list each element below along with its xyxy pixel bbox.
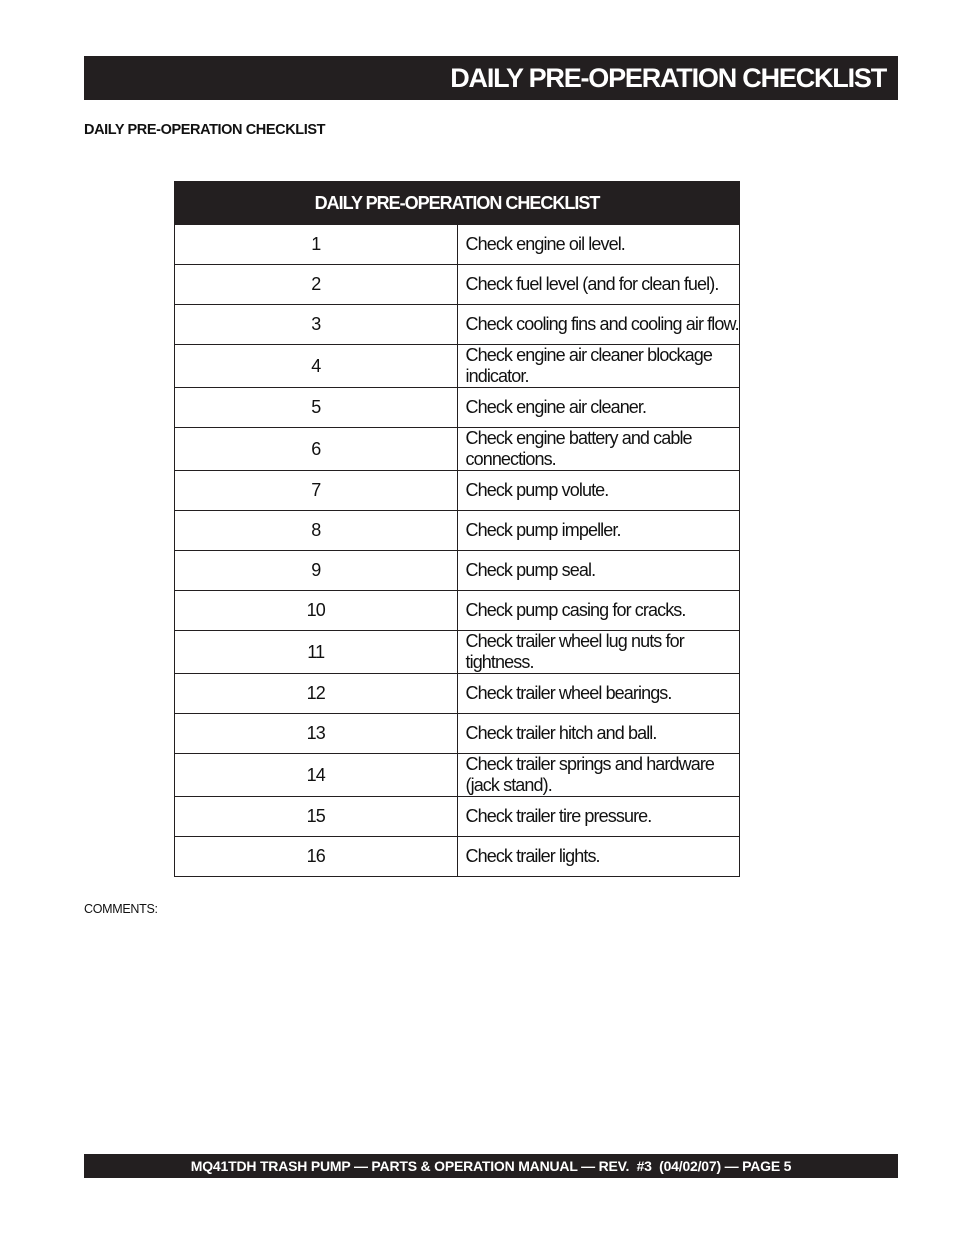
row-item: Check trailer wheel lug nuts for tightness. bbox=[457, 631, 740, 674]
row-item: Check engine air cleaner blockage indicator. bbox=[457, 345, 740, 388]
row-item: Check trailer lights. bbox=[457, 837, 740, 877]
row-number: 15 bbox=[175, 797, 458, 837]
row-item: Check pump seal. bbox=[457, 551, 740, 591]
footer-text: MQ41TDH TRASH PUMP — PARTS & OPERATION MANUAL — REV. #3 (04/02/07) — PAGE 5 bbox=[190, 1158, 792, 1174]
row-item: Check trailer springs and hardware (jack stand). bbox=[457, 754, 740, 797]
row-item: Check engine air cleaner. bbox=[457, 388, 740, 428]
row-item: Check engine battery and cable connections. bbox=[457, 428, 740, 471]
table-row bbox=[175, 471, 740, 511]
row-number: 8 bbox=[175, 511, 458, 551]
row-item: Check pump volute. bbox=[457, 471, 740, 511]
row-number: 6 bbox=[175, 428, 458, 471]
row-number: 14 bbox=[175, 754, 458, 797]
table-row bbox=[175, 714, 740, 754]
page-title: DAILY PRE-OPERATION CHECKLIST bbox=[450, 63, 886, 93]
table-row bbox=[175, 631, 740, 674]
row-number: 10 bbox=[175, 591, 458, 631]
row-item: Check pump impeller. bbox=[457, 511, 740, 551]
row-item: Check trailer hitch and ball. bbox=[457, 714, 740, 754]
table-row bbox=[175, 674, 740, 714]
table-row bbox=[175, 837, 740, 877]
row-item: Check cooling fins and cooling air flow. bbox=[457, 305, 740, 345]
checklist-title: DAILY PRE-OPERATION CHECKLIST bbox=[175, 182, 740, 225]
section-heading: DAILY PRE-OPERATION CHECKLIST bbox=[84, 122, 326, 138]
table-row bbox=[175, 265, 740, 305]
row-number: 4 bbox=[175, 345, 458, 388]
table-row bbox=[175, 511, 740, 551]
row-number: 3 bbox=[175, 305, 458, 345]
row-item: Check trailer wheel bearings. bbox=[457, 674, 740, 714]
row-number: 5 bbox=[175, 388, 458, 428]
table-row bbox=[175, 388, 740, 428]
row-number: 1 bbox=[175, 225, 458, 265]
row-number: 7 bbox=[175, 471, 458, 511]
row-item: Check fuel level (and for clean fuel). bbox=[457, 265, 740, 305]
row-item: Check engine oil level. bbox=[457, 225, 740, 265]
table-row bbox=[175, 591, 740, 631]
row-item: Check pump casing for cracks. bbox=[457, 591, 740, 631]
table-row bbox=[175, 754, 740, 797]
table-row bbox=[175, 428, 740, 471]
row-number: 16 bbox=[175, 837, 458, 877]
comments-label: COMMENTS: bbox=[84, 902, 158, 916]
table-row bbox=[175, 345, 740, 388]
row-number: 11 bbox=[175, 631, 458, 674]
table-row bbox=[175, 797, 740, 837]
row-item: Check trailer tire pressure. bbox=[457, 797, 740, 837]
page-header-bar bbox=[84, 56, 898, 100]
row-number: 13 bbox=[175, 714, 458, 754]
table-row bbox=[175, 225, 740, 265]
row-number: 2 bbox=[175, 265, 458, 305]
row-number: 12 bbox=[175, 674, 458, 714]
table-row bbox=[175, 305, 740, 345]
table-row bbox=[175, 551, 740, 591]
row-number: 9 bbox=[175, 551, 458, 591]
checklist-header-row bbox=[175, 182, 740, 225]
page-footer-bar bbox=[84, 1154, 898, 1178]
checklist-table bbox=[174, 181, 740, 877]
